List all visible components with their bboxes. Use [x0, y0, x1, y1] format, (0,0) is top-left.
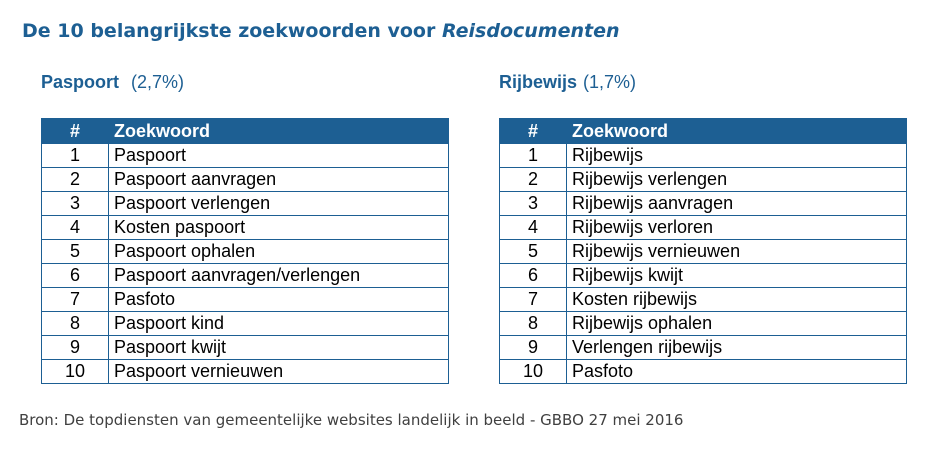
- table-row: [42, 288, 449, 312]
- table-row: [500, 312, 907, 336]
- rank-cell: 4: [500, 216, 567, 240]
- keyword-cell: Kosten rijbewijs: [567, 288, 907, 312]
- rank-cell: 5: [42, 240, 109, 264]
- table-row: [42, 264, 449, 288]
- table-row: [42, 192, 449, 216]
- table-row: [42, 240, 449, 264]
- keyword-cell: Paspoort: [109, 144, 449, 168]
- rank-cell: 2: [500, 168, 567, 192]
- keyword-cell: Rijbewijs verlengen: [567, 168, 907, 192]
- keyword-cell: Paspoort aanvragen: [109, 168, 449, 192]
- rank-cell: 6: [500, 264, 567, 288]
- keyword-cell: Paspoort verlengen: [109, 192, 449, 216]
- keyword-cell: Paspoort ophalen: [109, 240, 449, 264]
- paspoort-heading: [41, 72, 449, 98]
- paspoort-block: [41, 72, 449, 381]
- table-row: [500, 240, 907, 264]
- column-header-number: #: [500, 119, 567, 144]
- rank-cell: 8: [42, 312, 109, 336]
- table-row: [500, 168, 907, 192]
- rank-cell: 10: [42, 360, 109, 384]
- table-row: [42, 168, 449, 192]
- rank-cell: 5: [500, 240, 567, 264]
- keyword-cell: Rijbewijs kwijt: [567, 264, 907, 288]
- rank-cell: 7: [42, 288, 109, 312]
- title-prefix: De 10 belangrijkste zoekwoorden voor: [22, 20, 442, 42]
- table-row: [42, 312, 449, 336]
- rijbewijs-heading-name: Rijbewijs: [499, 72, 578, 92]
- rank-cell: 1: [500, 144, 567, 168]
- table-row: [500, 144, 907, 168]
- table-row: [42, 144, 449, 168]
- rank-cell: 8: [500, 312, 567, 336]
- keyword-cell: Verlengen rijbewijs: [567, 336, 907, 360]
- rijbewijs-heading: [499, 72, 907, 98]
- rijbewijs-table: [499, 118, 907, 384]
- keyword-cell: Rijbewijs vernieuwen: [567, 240, 907, 264]
- column-header-number: #: [42, 119, 109, 144]
- keyword-cell: Paspoort kind: [109, 312, 449, 336]
- keyword-cell: Paspoort kwijt: [109, 336, 449, 360]
- keyword-cell: Paspoort vernieuwen: [109, 360, 449, 384]
- rank-cell: 2: [42, 168, 109, 192]
- column-header-keyword: Zoekwoord: [109, 119, 449, 144]
- rank-cell: 9: [42, 336, 109, 360]
- paspoort-heading-share: (2,7%): [131, 72, 185, 92]
- keyword-cell: Paspoort aanvragen/verlengen: [109, 264, 449, 288]
- rank-cell: 6: [42, 264, 109, 288]
- keyword-cell: Rijbewijs verloren: [567, 216, 907, 240]
- table-row: [500, 288, 907, 312]
- keyword-cell: Rijbewijs: [567, 144, 907, 168]
- table-row: [500, 360, 907, 384]
- rank-cell: 1: [42, 144, 109, 168]
- table-row: [42, 216, 449, 240]
- keyword-cell: Pasfoto: [567, 360, 907, 384]
- table-row: [42, 360, 449, 384]
- rank-cell: 3: [500, 192, 567, 216]
- source-note: Bron: De topdiensten van gemeentelijke websites landelijk in beeld - GBBO 27 mei 2016: [19, 411, 684, 429]
- table-row: [42, 336, 449, 360]
- keyword-cell: Pasfoto: [109, 288, 449, 312]
- keyword-cell: Rijbewijs ophalen: [567, 312, 907, 336]
- rijbewijs-block: [499, 72, 907, 381]
- rank-cell: 7: [500, 288, 567, 312]
- rank-cell: 9: [500, 336, 567, 360]
- table-header-row: [500, 119, 907, 144]
- rank-cell: 4: [42, 216, 109, 240]
- paspoort-heading-name: Paspoort: [41, 72, 120, 92]
- table-row: [500, 264, 907, 288]
- column-header-keyword: Zoekwoord: [567, 119, 907, 144]
- table-row: [500, 192, 907, 216]
- table-row: [500, 216, 907, 240]
- keyword-cell: Rijbewijs aanvragen: [567, 192, 907, 216]
- rank-cell: 10: [500, 360, 567, 384]
- keyword-cell: Kosten paspoort: [109, 216, 449, 240]
- table-row: [500, 336, 907, 360]
- rank-cell: 3: [42, 192, 109, 216]
- paspoort-table: [41, 118, 449, 384]
- page-title: [22, 20, 620, 42]
- table-header-row: [42, 119, 449, 144]
- rijbewijs-heading-share: (1,7%): [583, 72, 637, 92]
- title-emphasis: Reisdocumenten: [441, 20, 620, 42]
